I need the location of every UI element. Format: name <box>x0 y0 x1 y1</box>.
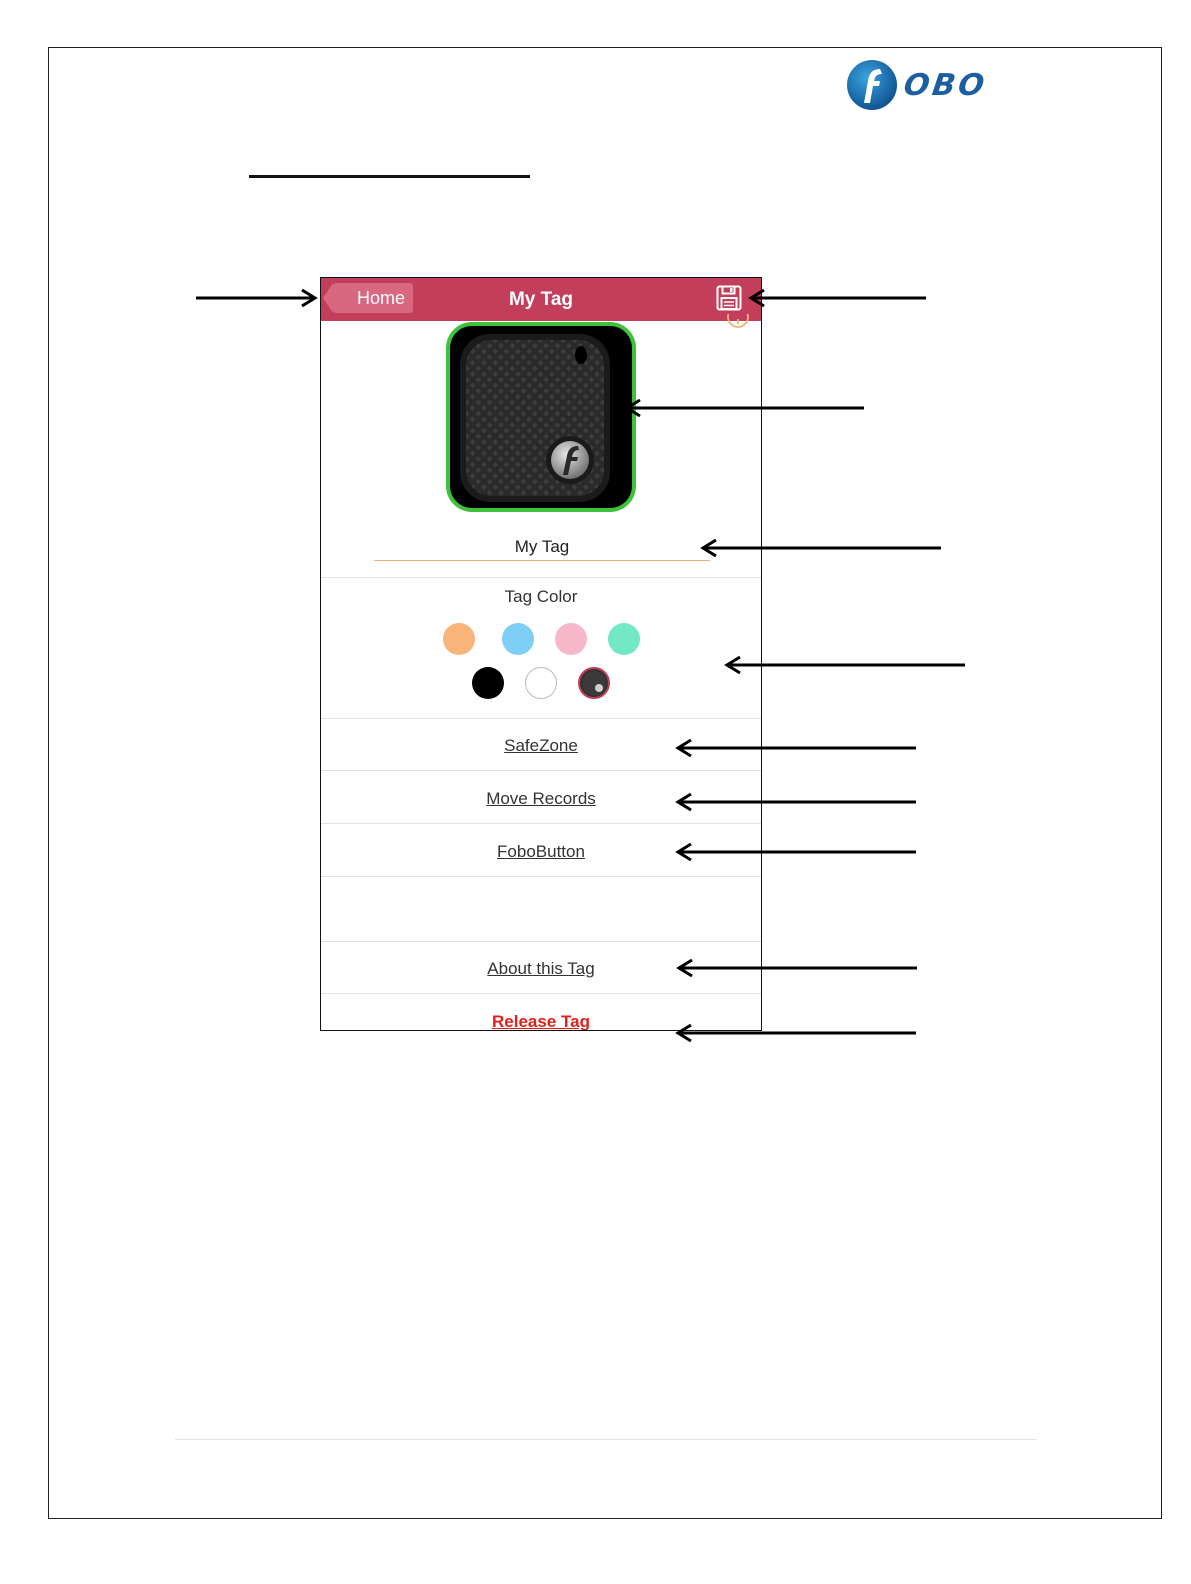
color-swatch-black[interactable] <box>472 667 504 699</box>
about-tag-link[interactable]: About this Tag <box>487 959 595 978</box>
section-divider <box>321 941 761 942</box>
color-swatch-pink[interactable] <box>555 623 587 655</box>
heading-underline <box>249 175 530 178</box>
section-divider <box>321 718 761 719</box>
arrow-to-home-button <box>196 288 320 308</box>
info-icon[interactable] <box>727 314 749 328</box>
section-divider <box>321 577 761 578</box>
fobo-logo-mark <box>846 59 898 111</box>
section-divider <box>321 770 761 771</box>
color-swatch-white[interactable] <box>525 667 557 699</box>
color-swatch-mint[interactable] <box>608 623 640 655</box>
navigation-bar <box>321 278 761 321</box>
color-swatch-orange[interactable] <box>443 623 475 655</box>
section-divider <box>321 823 761 824</box>
tag-name-input[interactable] <box>374 534 710 561</box>
tag-color-title: Tag Color <box>504 587 578 606</box>
tag-photo[interactable] <box>446 322 636 512</box>
arrow-to-safezone <box>675 738 916 758</box>
nav-title: My Tag <box>508 289 574 310</box>
arrow-to-save-icon <box>748 288 928 308</box>
color-swatch-dark-texture-selected[interactable] <box>578 667 610 699</box>
arrow-to-fobobutton <box>675 842 916 862</box>
release-tag-link[interactable]: Release Tag <box>492 1012 590 1031</box>
save-icon[interactable] <box>715 284 743 312</box>
tag-device-image <box>450 326 632 508</box>
footer-rule <box>175 1439 1037 1440</box>
section-divider <box>321 876 761 877</box>
fobo-logo-text: OBO <box>901 67 990 103</box>
arrow-to-about-tag <box>676 958 917 978</box>
tag-thumbnail-icon <box>580 669 608 697</box>
safezone-link[interactable]: SafeZone <box>504 736 578 755</box>
color-swatch-blue[interactable] <box>502 623 534 655</box>
arrow-to-release-tag <box>675 1023 916 1043</box>
arrow-to-tag-color <box>724 655 965 675</box>
move-records-link[interactable]: Move Records <box>486 789 596 808</box>
arrow-to-move-records <box>675 792 916 812</box>
home-back-button[interactable]: Home <box>333 283 413 313</box>
app-screenshot <box>320 277 762 1031</box>
fobo-logo <box>846 58 990 112</box>
fobobutton-link[interactable]: FoboButton <box>497 842 585 861</box>
arrow-to-tag-photo <box>624 398 864 418</box>
section-divider <box>321 993 761 994</box>
arrow-to-tag-name <box>700 538 941 558</box>
